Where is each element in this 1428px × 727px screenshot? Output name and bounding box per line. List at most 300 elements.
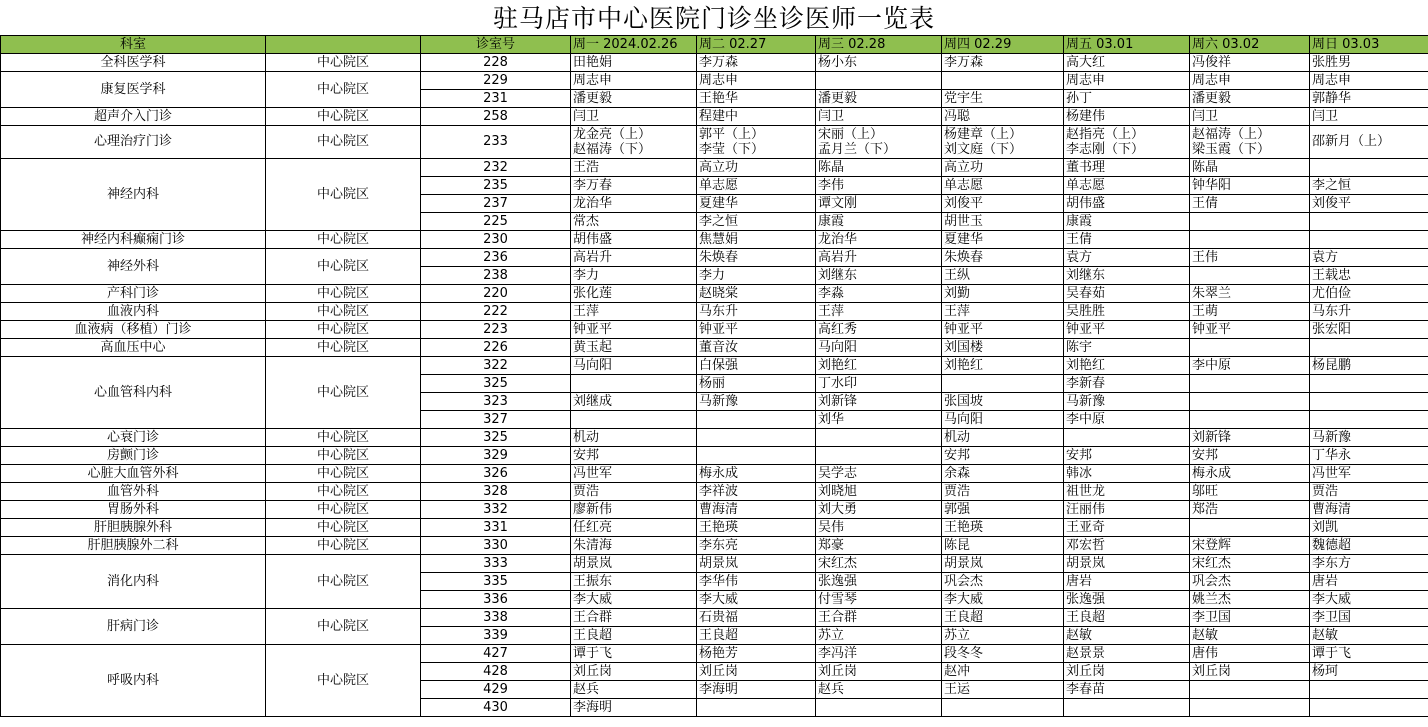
- doctor-cell[interactable]: [1310, 411, 1428, 429]
- doctor-cell[interactable]: 马新豫: [1310, 429, 1428, 447]
- doctor-cell[interactable]: 梅永成: [1190, 465, 1310, 483]
- campus-area[interactable]: 中心院区: [266, 339, 421, 357]
- doctor-cell[interactable]: 贾浩: [942, 483, 1064, 501]
- doctor-cell[interactable]: 王纵: [942, 267, 1064, 285]
- doctor-cell[interactable]: [1310, 339, 1428, 357]
- department-name[interactable]: 呼吸内科: [1, 645, 266, 717]
- doctor-cell[interactable]: 贾浩: [571, 483, 697, 501]
- doctor-cell[interactable]: 冯俊祥: [1190, 54, 1310, 72]
- doctor-cell[interactable]: 陈昆: [942, 537, 1064, 555]
- campus-area[interactable]: 中心院区: [266, 555, 421, 609]
- room-number[interactable]: 225: [421, 213, 571, 231]
- doctor-cell[interactable]: 董音汝: [697, 339, 816, 357]
- doctor-cell[interactable]: 马新豫: [697, 393, 816, 411]
- doctor-cell[interactable]: 刘继东: [816, 267, 942, 285]
- doctor-cell[interactable]: [1310, 231, 1428, 249]
- doctor-cell[interactable]: [1310, 375, 1428, 393]
- department-name[interactable]: 心血管科内科: [1, 357, 266, 429]
- doctor-cell[interactable]: 王振东: [571, 573, 697, 591]
- doctor-cell[interactable]: 杨建伟: [1064, 108, 1190, 126]
- doctor-cell[interactable]: 宋红杰: [816, 555, 942, 573]
- doctor-cell[interactable]: 曹海清: [697, 501, 816, 519]
- doctor-cell[interactable]: 田艳娟: [571, 54, 697, 72]
- doctor-cell[interactable]: 马新豫: [1064, 393, 1190, 411]
- room-number[interactable]: 323: [421, 393, 571, 411]
- doctor-cell[interactable]: 王运: [942, 681, 1064, 699]
- doctor-cell[interactable]: 段冬冬: [942, 645, 1064, 663]
- doctor-cell[interactable]: 闫卫: [816, 108, 942, 126]
- doctor-cell[interactable]: 李伟: [816, 177, 942, 195]
- doctor-cell[interactable]: 王良超: [571, 627, 697, 645]
- doctor-cell[interactable]: 苏立: [816, 627, 942, 645]
- doctor-cell[interactable]: 巩会杰: [942, 573, 1064, 591]
- campus-area[interactable]: 中心院区: [266, 54, 421, 72]
- doctor-cell[interactable]: [1190, 213, 1310, 231]
- doctor-cell[interactable]: 杨珂: [1310, 663, 1428, 681]
- doctor-cell[interactable]: 马东升: [1310, 303, 1428, 321]
- doctor-cell[interactable]: 机动: [571, 429, 697, 447]
- header-wed[interactable]: 周三 02.28: [816, 36, 942, 54]
- doctor-cell[interactable]: 李华伟: [697, 573, 816, 591]
- doctor-cell[interactable]: 夏建华: [942, 231, 1064, 249]
- doctor-cell[interactable]: 丁华永: [1310, 447, 1428, 465]
- room-number[interactable]: 325: [421, 375, 571, 393]
- doctor-cell[interactable]: 魏德超: [1310, 537, 1428, 555]
- room-number[interactable]: 231: [421, 90, 571, 108]
- doctor-cell[interactable]: 王萍: [571, 303, 697, 321]
- doctor-cell[interactable]: 胡景岚: [571, 555, 697, 573]
- room-number[interactable]: 237: [421, 195, 571, 213]
- doctor-cell[interactable]: [942, 699, 1064, 717]
- doctor-cell[interactable]: 张胜男: [1310, 54, 1428, 72]
- department-name[interactable]: 房颤门诊: [1, 447, 266, 465]
- doctor-cell[interactable]: 张逸强: [1064, 591, 1190, 609]
- doctor-cell[interactable]: 陈晶: [1190, 159, 1310, 177]
- room-number[interactable]: 233: [421, 126, 571, 159]
- doctor-cell[interactable]: 黄玉起: [571, 339, 697, 357]
- doctor-cell[interactable]: 王倩: [1064, 231, 1190, 249]
- doctor-cell[interactable]: 胡景岚: [942, 555, 1064, 573]
- doctor-cell[interactable]: 赵敏: [1064, 627, 1190, 645]
- room-number[interactable]: 333: [421, 555, 571, 573]
- doctor-cell[interactable]: 常杰: [571, 213, 697, 231]
- room-number[interactable]: 428: [421, 663, 571, 681]
- header-thu[interactable]: 周四 02.29: [942, 36, 1064, 54]
- department-name[interactable]: 心脏大血管外科: [1, 465, 266, 483]
- doctor-cell[interactable]: 赵兵: [816, 681, 942, 699]
- room-number[interactable]: 322: [421, 357, 571, 375]
- doctor-cell[interactable]: 刘继成: [571, 393, 697, 411]
- doctor-cell[interactable]: 李卫国: [1310, 609, 1428, 627]
- doctor-cell[interactable]: 冯聪: [942, 108, 1064, 126]
- doctor-cell[interactable]: 赵晓棠: [697, 285, 816, 303]
- doctor-cell[interactable]: 吴学志: [816, 465, 942, 483]
- doctor-cell[interactable]: 钟亚平: [1190, 321, 1310, 339]
- header-dept[interactable]: 科室: [1, 36, 266, 54]
- doctor-cell[interactable]: 胡景岚: [697, 555, 816, 573]
- doctor-cell[interactable]: 高岩升: [816, 249, 942, 267]
- doctor-cell[interactable]: [571, 411, 697, 429]
- header-area[interactable]: [266, 36, 421, 54]
- doctor-cell[interactable]: 王合群: [816, 609, 942, 627]
- doctor-cell[interactable]: 李卫国: [1190, 609, 1310, 627]
- doctor-cell[interactable]: 刘丘岗: [1190, 663, 1310, 681]
- doctor-cell[interactable]: 李之恒: [1310, 177, 1428, 195]
- doctor-cell[interactable]: 袁方: [1310, 249, 1428, 267]
- room-number[interactable]: 339: [421, 627, 571, 645]
- doctor-cell[interactable]: [1190, 699, 1310, 717]
- doctor-cell[interactable]: 汪丽伟: [1064, 501, 1190, 519]
- doctor-cell[interactable]: 刘丘岗: [1064, 663, 1190, 681]
- doctor-cell[interactable]: [1064, 429, 1190, 447]
- room-number[interactable]: 236: [421, 249, 571, 267]
- header-room[interactable]: 诊室号: [421, 36, 571, 54]
- doctor-cell[interactable]: 张化莲: [571, 285, 697, 303]
- header-sun[interactable]: 周日 03.03: [1310, 36, 1428, 54]
- doctor-cell[interactable]: 王良超: [942, 609, 1064, 627]
- doctor-cell[interactable]: 赵冲: [942, 663, 1064, 681]
- campus-area[interactable]: 中心院区: [266, 108, 421, 126]
- department-name[interactable]: 肝病门诊: [1, 609, 266, 645]
- doctor-cell[interactable]: 赵景景: [1064, 645, 1190, 663]
- doctor-cell[interactable]: 苏立: [942, 627, 1064, 645]
- doctor-cell[interactable]: [816, 447, 942, 465]
- doctor-cell[interactable]: 刘艳红: [1064, 357, 1190, 375]
- doctor-cell[interactable]: 潘更毅: [571, 90, 697, 108]
- doctor-cell[interactable]: 陈晶: [816, 159, 942, 177]
- doctor-cell[interactable]: 王良超: [1064, 609, 1190, 627]
- doctor-cell[interactable]: 唐伟: [1190, 645, 1310, 663]
- doctor-cell[interactable]: 吴春茹: [1064, 285, 1190, 303]
- doctor-cell[interactable]: 马东升: [697, 303, 816, 321]
- room-number[interactable]: 232: [421, 159, 571, 177]
- doctor-cell[interactable]: 杨小东: [816, 54, 942, 72]
- doctor-cell[interactable]: 钟亚平: [1064, 321, 1190, 339]
- doctor-cell[interactable]: 付雪琴: [816, 591, 942, 609]
- doctor-cell[interactable]: 刘大勇: [816, 501, 942, 519]
- doctor-cell[interactable]: 李东方: [1310, 555, 1428, 573]
- doctor-cell[interactable]: 刘国楼: [942, 339, 1064, 357]
- department-name[interactable]: 神经内科癫痫门诊: [1, 231, 266, 249]
- room-number[interactable]: 430: [421, 699, 571, 717]
- doctor-cell[interactable]: 王亚奇: [1064, 519, 1190, 537]
- doctor-cell[interactable]: 祖世龙: [1064, 483, 1190, 501]
- department-name[interactable]: 血管外科: [1, 483, 266, 501]
- doctor-cell[interactable]: 朱翠兰: [1190, 285, 1310, 303]
- doctor-cell[interactable]: 夏建华: [697, 195, 816, 213]
- campus-area[interactable]: 中心院区: [266, 126, 421, 159]
- doctor-cell[interactable]: [942, 72, 1064, 90]
- doctor-cell[interactable]: 赵指亮（上） 李志刚（下）: [1064, 126, 1190, 159]
- doctor-cell[interactable]: 胡伟盛: [1064, 195, 1190, 213]
- doctor-cell[interactable]: 潘更毅: [1190, 90, 1310, 108]
- doctor-cell[interactable]: 高立功: [697, 159, 816, 177]
- doctor-cell[interactable]: 康霞: [1064, 213, 1190, 231]
- department-name[interactable]: 全科医学科: [1, 54, 266, 72]
- room-number[interactable]: 230: [421, 231, 571, 249]
- doctor-cell[interactable]: 贾浩: [1310, 483, 1428, 501]
- doctor-cell[interactable]: 李祥波: [697, 483, 816, 501]
- doctor-cell[interactable]: 高红秀: [816, 321, 942, 339]
- doctor-cell[interactable]: 高岩升: [571, 249, 697, 267]
- doctor-cell[interactable]: 闫卫: [1310, 108, 1428, 126]
- room-number[interactable]: 332: [421, 501, 571, 519]
- doctor-cell[interactable]: 李中原: [1064, 411, 1190, 429]
- room-number[interactable]: 331: [421, 519, 571, 537]
- room-number[interactable]: 335: [421, 573, 571, 591]
- doctor-cell[interactable]: 廖新伟: [571, 501, 697, 519]
- doctor-cell[interactable]: 刘新锋: [1190, 429, 1310, 447]
- doctor-cell[interactable]: 刘俊平: [942, 195, 1064, 213]
- doctor-cell[interactable]: [1190, 267, 1310, 285]
- doctor-cell[interactable]: 吴伟: [816, 519, 942, 537]
- doctor-cell[interactable]: 周志申: [1310, 72, 1428, 90]
- doctor-cell[interactable]: 李力: [571, 267, 697, 285]
- doctor-cell[interactable]: 张国坡: [942, 393, 1064, 411]
- department-name[interactable]: 产科门诊: [1, 285, 266, 303]
- doctor-cell[interactable]: 潘更毅: [816, 90, 942, 108]
- doctor-cell[interactable]: 丁水印: [816, 375, 942, 393]
- campus-area[interactable]: 中心院区: [266, 231, 421, 249]
- room-number[interactable]: 338: [421, 609, 571, 627]
- doctor-cell[interactable]: 李中原: [1190, 357, 1310, 375]
- doctor-cell[interactable]: 邬旺: [1190, 483, 1310, 501]
- doctor-cell[interactable]: 李万森: [697, 54, 816, 72]
- room-number[interactable]: 223: [421, 321, 571, 339]
- doctor-cell[interactable]: 郑豪: [816, 537, 942, 555]
- campus-area[interactable]: 中心院区: [266, 159, 421, 231]
- doctor-cell[interactable]: 赵敏: [1310, 627, 1428, 645]
- doctor-cell[interactable]: [816, 429, 942, 447]
- doctor-cell[interactable]: [571, 375, 697, 393]
- doctor-cell[interactable]: 郑浩: [1190, 501, 1310, 519]
- doctor-cell[interactable]: 李大威: [942, 591, 1064, 609]
- doctor-cell[interactable]: 高立功: [942, 159, 1064, 177]
- doctor-cell[interactable]: 王艳瑛: [942, 519, 1064, 537]
- doctor-cell[interactable]: [1190, 375, 1310, 393]
- doctor-cell[interactable]: 曹海清: [1310, 501, 1428, 519]
- doctor-cell[interactable]: 刘华: [816, 411, 942, 429]
- doctor-cell[interactable]: 康霞: [816, 213, 942, 231]
- room-number[interactable]: 326: [421, 465, 571, 483]
- doctor-cell[interactable]: 李海明: [571, 699, 697, 717]
- doctor-cell[interactable]: 钟亚平: [571, 321, 697, 339]
- doctor-cell[interactable]: 李春苗: [1064, 681, 1190, 699]
- doctor-cell[interactable]: [1190, 393, 1310, 411]
- room-number[interactable]: 328: [421, 483, 571, 501]
- doctor-cell[interactable]: 单志愿: [942, 177, 1064, 195]
- doctor-cell[interactable]: 刘艳红: [816, 357, 942, 375]
- doctor-cell[interactable]: 董书理: [1064, 159, 1190, 177]
- doctor-cell[interactable]: 唐岩: [1064, 573, 1190, 591]
- doctor-cell[interactable]: 冯世军: [571, 465, 697, 483]
- doctor-cell[interactable]: 谭于飞: [571, 645, 697, 663]
- doctor-cell[interactable]: [942, 375, 1064, 393]
- doctor-cell[interactable]: 赵敏: [1190, 627, 1310, 645]
- doctor-cell[interactable]: 龙金亮（上） 赵福涛（下）: [571, 126, 697, 159]
- doctor-cell[interactable]: 李万森: [942, 54, 1064, 72]
- doctor-cell[interactable]: 王伟: [1190, 249, 1310, 267]
- doctor-cell[interactable]: 龙治华: [816, 231, 942, 249]
- doctor-cell[interactable]: 郭强: [942, 501, 1064, 519]
- doctor-cell[interactable]: 单志愿: [1064, 177, 1190, 195]
- doctor-cell[interactable]: 安邦: [571, 447, 697, 465]
- doctor-cell[interactable]: 刘艳红: [942, 357, 1064, 375]
- campus-area[interactable]: 中心院区: [266, 645, 421, 717]
- header-sat[interactable]: 周六 03.02: [1190, 36, 1310, 54]
- doctor-cell[interactable]: 刘丘岗: [816, 663, 942, 681]
- doctor-cell[interactable]: [1190, 231, 1310, 249]
- department-name[interactable]: 肝胆胰腺外二科: [1, 537, 266, 555]
- room-number[interactable]: 229: [421, 72, 571, 90]
- room-number[interactable]: 327: [421, 411, 571, 429]
- campus-area[interactable]: 中心院区: [266, 321, 421, 339]
- room-number[interactable]: 429: [421, 681, 571, 699]
- doctor-cell[interactable]: 单志愿: [697, 177, 816, 195]
- doctor-cell[interactable]: 李冯洋: [816, 645, 942, 663]
- doctor-cell[interactable]: 钟亚平: [942, 321, 1064, 339]
- doctor-cell[interactable]: [1190, 339, 1310, 357]
- doctor-cell[interactable]: [1310, 699, 1428, 717]
- department-name[interactable]: 消化内科: [1, 555, 266, 609]
- doctor-cell[interactable]: 李淼: [816, 285, 942, 303]
- header-tue[interactable]: 周二 02.27: [697, 36, 816, 54]
- doctor-cell[interactable]: 王艳华: [697, 90, 816, 108]
- doctor-cell[interactable]: 余森: [942, 465, 1064, 483]
- doctor-cell[interactable]: [1190, 519, 1310, 537]
- room-number[interactable]: 336: [421, 591, 571, 609]
- doctor-cell[interactable]: 宋红杰: [1190, 555, 1310, 573]
- doctor-cell[interactable]: [1190, 411, 1310, 429]
- doctor-cell[interactable]: 谭文刚: [816, 195, 942, 213]
- doctor-cell[interactable]: 宋丽（上） 孟月兰（下）: [816, 126, 942, 159]
- doctor-cell[interactable]: 李大威: [571, 591, 697, 609]
- doctor-cell[interactable]: 姚兰杰: [1190, 591, 1310, 609]
- department-name[interactable]: 心理治疗门诊: [1, 126, 266, 159]
- doctor-cell[interactable]: 胡景岚: [1064, 555, 1190, 573]
- doctor-cell[interactable]: 陈宇: [1064, 339, 1190, 357]
- room-number[interactable]: 222: [421, 303, 571, 321]
- campus-area[interactable]: 中心院区: [266, 465, 421, 483]
- doctor-cell[interactable]: 朱焕春: [697, 249, 816, 267]
- doctor-cell[interactable]: [1310, 213, 1428, 231]
- doctor-cell[interactable]: 赵福涛（上） 梁玉霞（下）: [1190, 126, 1310, 159]
- doctor-cell[interactable]: 安邦: [942, 447, 1064, 465]
- doctor-cell[interactable]: 张逸强: [816, 573, 942, 591]
- doctor-cell[interactable]: 杨丽: [697, 375, 816, 393]
- doctor-cell[interactable]: 王载忠: [1310, 267, 1428, 285]
- doctor-cell[interactable]: 王萍: [942, 303, 1064, 321]
- doctor-cell[interactable]: 冯世军: [1310, 465, 1428, 483]
- doctor-cell[interactable]: 李海明: [697, 681, 816, 699]
- room-number[interactable]: 235: [421, 177, 571, 195]
- department-name[interactable]: 超声介入门诊: [1, 108, 266, 126]
- doctor-cell[interactable]: 闫卫: [1190, 108, 1310, 126]
- doctor-cell[interactable]: 王浩: [571, 159, 697, 177]
- doctor-cell[interactable]: 刘丘岗: [571, 663, 697, 681]
- doctor-cell[interactable]: 朱焕春: [942, 249, 1064, 267]
- doctor-cell[interactable]: 安邦: [1064, 447, 1190, 465]
- doctor-cell[interactable]: 安邦: [1190, 447, 1310, 465]
- campus-area[interactable]: 中心院区: [266, 537, 421, 555]
- doctor-cell[interactable]: 胡伟盛: [571, 231, 697, 249]
- doctor-cell[interactable]: 李之恒: [697, 213, 816, 231]
- doctor-cell[interactable]: 谭于飞: [1310, 645, 1428, 663]
- campus-area[interactable]: 中心院区: [266, 519, 421, 537]
- doctor-cell[interactable]: 刘丘岗: [697, 663, 816, 681]
- room-number[interactable]: 238: [421, 267, 571, 285]
- doctor-cell[interactable]: 李大威: [697, 591, 816, 609]
- doctor-cell[interactable]: 巩会杰: [1190, 573, 1310, 591]
- department-name[interactable]: 康复医学科: [1, 72, 266, 108]
- room-number[interactable]: 228: [421, 54, 571, 72]
- doctor-cell[interactable]: 吴胜胜: [1064, 303, 1190, 321]
- doctor-cell[interactable]: 韩冰: [1064, 465, 1190, 483]
- doctor-cell[interactable]: 王艳瑛: [697, 519, 816, 537]
- campus-area[interactable]: 中心院区: [266, 285, 421, 303]
- doctor-cell[interactable]: 朱清海: [571, 537, 697, 555]
- doctor-cell[interactable]: 马向阳: [816, 339, 942, 357]
- doctor-cell[interactable]: 王萌: [1190, 303, 1310, 321]
- doctor-cell[interactable]: [1190, 681, 1310, 699]
- doctor-cell[interactable]: 刘勤: [942, 285, 1064, 303]
- doctor-cell[interactable]: 马向阳: [942, 411, 1064, 429]
- doctor-cell[interactable]: 周志申: [1190, 72, 1310, 90]
- doctor-cell[interactable]: 刘凯: [1310, 519, 1428, 537]
- doctor-cell[interactable]: 刘俊平: [1310, 195, 1428, 213]
- doctor-cell[interactable]: 张宏阳: [1310, 321, 1428, 339]
- doctor-cell[interactable]: 刘晓旭: [816, 483, 942, 501]
- campus-area[interactable]: 中心院区: [266, 429, 421, 447]
- doctor-cell[interactable]: 尤伯俭: [1310, 285, 1428, 303]
- header-fri[interactable]: 周五 03.01: [1064, 36, 1190, 54]
- department-name[interactable]: 胃肠外科: [1, 501, 266, 519]
- department-name[interactable]: 高血压中心: [1, 339, 266, 357]
- doctor-cell[interactable]: 胡世玉: [942, 213, 1064, 231]
- doctor-cell[interactable]: 程建中: [697, 108, 816, 126]
- campus-area[interactable]: 中心院区: [266, 357, 421, 429]
- doctor-cell[interactable]: 唐岩: [1310, 573, 1428, 591]
- doctor-cell[interactable]: 白保强: [697, 357, 816, 375]
- room-number[interactable]: 427: [421, 645, 571, 663]
- doctor-cell[interactable]: 刘继东: [1064, 267, 1190, 285]
- campus-area[interactable]: 中心院区: [266, 501, 421, 519]
- campus-area[interactable]: 中心院区: [266, 609, 421, 645]
- doctor-cell[interactable]: 机动: [942, 429, 1064, 447]
- doctor-cell[interactable]: 党宇生: [942, 90, 1064, 108]
- doctor-cell[interactable]: 周志申: [697, 72, 816, 90]
- doctor-cell[interactable]: 孙丁: [1064, 90, 1190, 108]
- doctor-cell[interactable]: 杨昆鹏: [1310, 357, 1428, 375]
- campus-area[interactable]: 中心院区: [266, 447, 421, 465]
- doctor-cell[interactable]: [697, 429, 816, 447]
- room-number[interactable]: 258: [421, 108, 571, 126]
- doctor-cell[interactable]: [1064, 699, 1190, 717]
- doctor-cell[interactable]: 杨艳芳: [697, 645, 816, 663]
- doctor-cell[interactable]: 焦慧娟: [697, 231, 816, 249]
- doctor-cell[interactable]: 李力: [697, 267, 816, 285]
- campus-area[interactable]: 中心院区: [266, 72, 421, 108]
- doctor-cell[interactable]: 王合群: [571, 609, 697, 627]
- doctor-cell[interactable]: 马向阳: [571, 357, 697, 375]
- doctor-cell[interactable]: 任红亮: [571, 519, 697, 537]
- doctor-cell[interactable]: [697, 447, 816, 465]
- doctor-cell[interactable]: 李大威: [1310, 591, 1428, 609]
- doctor-cell[interactable]: 高大红: [1064, 54, 1190, 72]
- header-mon[interactable]: 周一 2024.02.26: [571, 36, 697, 54]
- doctor-cell[interactable]: 梅永成: [697, 465, 816, 483]
- doctor-cell[interactable]: 周志申: [1064, 72, 1190, 90]
